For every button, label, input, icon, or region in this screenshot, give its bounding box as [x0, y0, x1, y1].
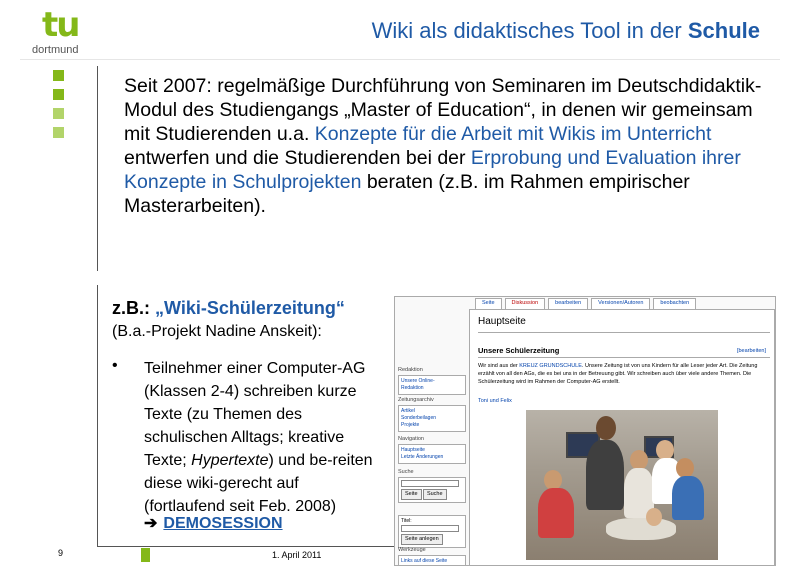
example-subtitle: (B.a.-Projekt Nadine Anskeit):	[112, 323, 322, 340]
example-title	[112, 298, 345, 319]
bullet-text-b: ) und be-reiten diese wiki-gerecht auf (fortlaufend seit Feb. 2008)	[144, 452, 373, 515]
demosession-link[interactable]: DEMOSESSION	[163, 515, 283, 532]
page-number: 9	[58, 548, 64, 558]
main-text-1: Seit 2007: regelmäßige Durchführung von Seminaren im Deutschdidaktik-Modul des Studiengangs „Master of Education“, in denen wir gemeinsam mit Studierenden u.a.	[124, 75, 762, 145]
photo-head	[656, 440, 674, 460]
wiki-divider	[478, 357, 770, 358]
wiki-para-a: Wir sind aus der	[478, 363, 520, 369]
photo-head	[646, 508, 662, 526]
photo-head	[630, 450, 648, 470]
wiki-suche-button[interactable]: Suche	[423, 489, 447, 500]
photo-body	[586, 440, 624, 510]
arrow-icon: ➔	[144, 515, 158, 532]
photo-body	[672, 476, 704, 520]
wiki-tab-seite[interactable]: Seite	[475, 298, 502, 309]
wiki-title-input[interactable]	[401, 525, 459, 532]
main-paragraph	[124, 74, 784, 218]
wiki-names-link[interactable]: Toni und Felix	[478, 398, 512, 404]
side-box-anlegen	[398, 515, 466, 548]
wiki-edit-link[interactable]: [bearbeiten]	[736, 348, 766, 354]
demosession	[144, 513, 283, 533]
example-box	[97, 285, 397, 547]
photo-head	[596, 416, 616, 440]
side-link[interactable]: Sonderbeilagen	[401, 415, 437, 421]
side-link[interactable]: Projekte	[401, 422, 420, 428]
photo-body	[606, 518, 676, 540]
slide-title-bold: Schule	[687, 18, 760, 43]
wiki-page-title: Hauptseite	[478, 316, 526, 327]
side-link[interactable]: Redaktion	[401, 385, 424, 391]
main-text-blue-1: Konzepte für die Arbeit mit Wikis im Unterricht	[314, 123, 712, 145]
wiki-screenshot	[394, 296, 776, 566]
bullet-text	[144, 357, 384, 518]
wiki-section-title: Unsere Schülerzeitung	[478, 346, 560, 355]
logo-tu-text: tu	[42, 5, 79, 45]
side-box-werkzeuge	[398, 555, 466, 566]
wiki-content	[469, 309, 775, 566]
logo-city-text: dortmund	[32, 44, 79, 56]
bullet-text-italic: Hypertexte	[191, 452, 269, 469]
wiki-tab-bearbeiten[interactable]: bearbeiten	[548, 298, 588, 309]
wiki-tab-diskussion[interactable]: Diskussion	[505, 298, 546, 309]
wiki-tab-beobachten[interactable]: beobachten	[653, 298, 696, 309]
wiki-search-input[interactable]	[401, 480, 459, 487]
side-box-suche	[398, 477, 466, 503]
side-link[interactable]: Links auf diese Seite	[401, 558, 448, 564]
main-text-3: beraten (z.B. im Rahmen empirischer Masterarbeiten).	[124, 171, 690, 217]
wiki-seite-button[interactable]: Seite	[401, 489, 422, 500]
side-box-navigation	[398, 444, 466, 464]
side-titel-label: Titel:	[401, 518, 412, 524]
slide-title	[372, 18, 760, 44]
side-box-redaktion	[398, 375, 466, 395]
photo-head	[676, 458, 694, 478]
side-heading-archiv: Zeitungsarchiv	[398, 397, 434, 403]
photo-head	[544, 470, 562, 490]
footer-square	[141, 548, 150, 562]
deco-square	[53, 89, 64, 100]
main-text-2: entwerfen und die Studierenden bei der	[124, 147, 471, 169]
side-link[interactable]: Hauptseite	[401, 447, 425, 453]
side-heading-redaktion: Redaktion	[398, 367, 423, 373]
deco-square	[53, 127, 64, 138]
wiki-sidebar	[395, 309, 469, 566]
wiki-divider	[478, 332, 770, 333]
side-heading-suche: Suche	[398, 469, 414, 475]
class-photo	[526, 410, 718, 560]
footer-date: 1. April 2011	[272, 550, 322, 560]
side-box-archiv	[398, 405, 466, 432]
deco-square	[53, 70, 64, 81]
side-link[interactable]: Artikel	[401, 408, 415, 414]
slide-title-prefix: Wiki als didaktisches Tool in der	[371, 18, 688, 43]
bullet-text-a: Teilnehmer einer Computer-AG (Klassen 2-4) schreiben kurze Texte (zu Themen des schulischen Alltags; kreative Texte;	[144, 360, 366, 469]
wiki-paragraph	[478, 362, 770, 386]
main-text-blue-2: Erprobung und Evaluation ihrer Konzepte in Schulprojekten	[124, 147, 741, 193]
wiki-tabs	[475, 298, 696, 309]
bullet-marker: •	[112, 357, 118, 374]
wiki-school-link[interactable]: KREUZ GRUNDSCHULE	[519, 363, 582, 369]
deco-square	[53, 108, 64, 119]
side-link[interactable]: Letzte Änderungen	[401, 454, 444, 460]
wiki-anlegen-button[interactable]: Seite anlegen	[401, 534, 443, 545]
example-title-blue: „Wiki-Schülerzeitung“	[155, 298, 345, 318]
slide-header	[20, 0, 780, 60]
wiki-tab-versionen[interactable]: Versionen/Autoren	[591, 298, 650, 309]
side-link[interactable]: Unsere Online-	[401, 378, 435, 384]
side-heading-werkzeuge: Werkzeuge	[398, 547, 426, 553]
example-title-prefix: z.B.:	[112, 298, 155, 318]
wiki-para-b: . Unsere Zeitung ist von uns Kindern für alle Leser jeder Art. Die Zeitung erzählt von all den AGs, die es bei uns in der Betreuung gibt. Wir schreiben auch über viele andere Themen. Die Schülerzeitung wird im Rahmen der Computer-AG erstellt.	[478, 363, 758, 385]
side-heading-navigation: Navigation	[398, 436, 424, 442]
main-text-box	[97, 66, 777, 271]
tu-dortmund-logo	[20, 5, 90, 58]
photo-body	[538, 488, 574, 538]
